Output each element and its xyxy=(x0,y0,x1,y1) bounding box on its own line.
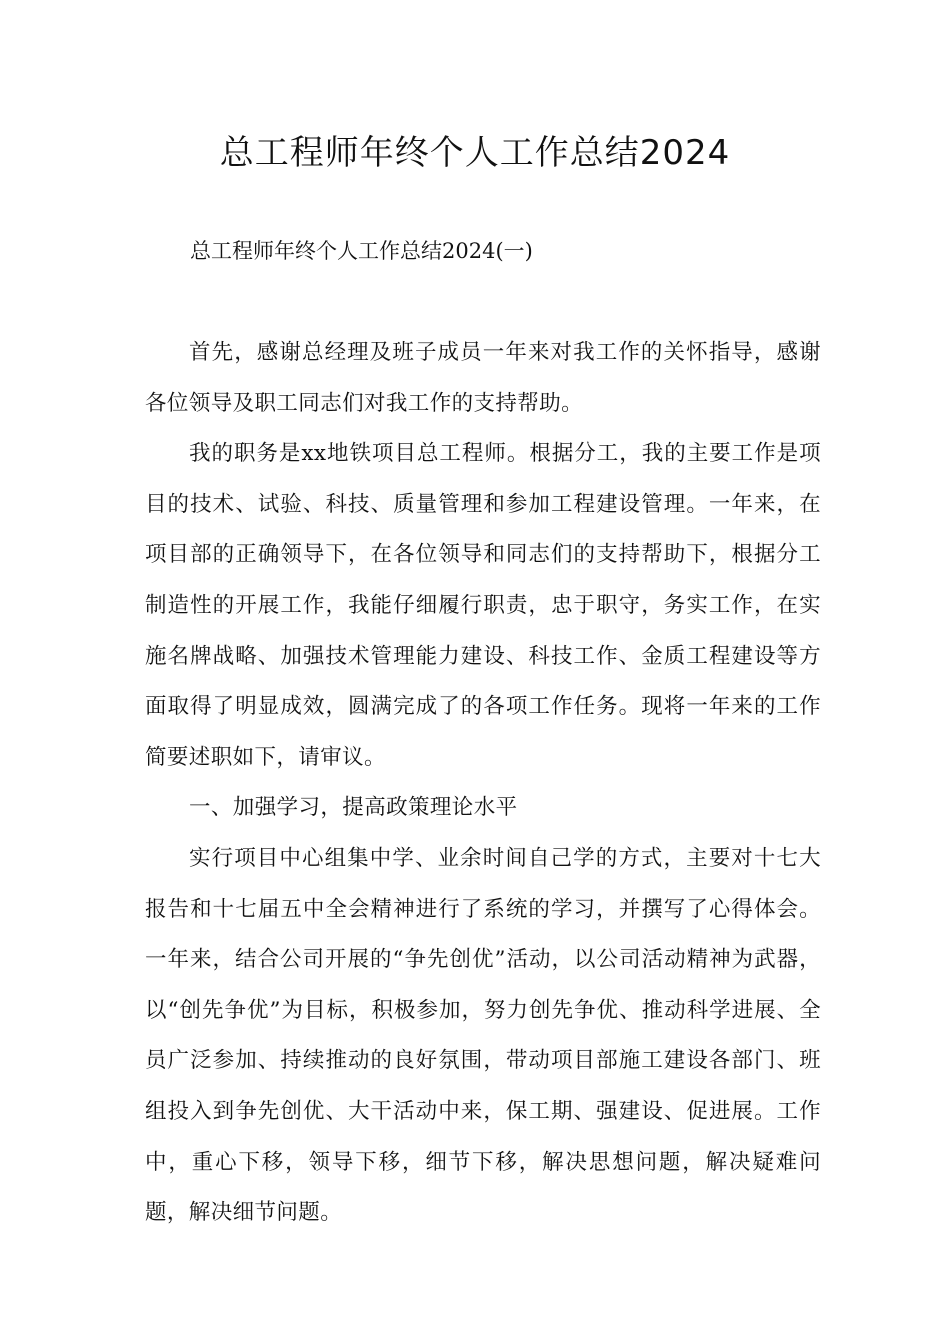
paragraph-thanks: 首先，感谢总经理及班子成员一年来对我工作的关怀指导，感谢各位领导及职工同志们对我工作的支持帮助。 xyxy=(145,340,821,416)
section-heading-1: 一、加强学习，提高政策理论水平 xyxy=(189,795,518,821)
document-body xyxy=(145,328,821,1239)
document-title: 总工程师年终个人工作总结2024 xyxy=(219,133,731,173)
paragraph-duties: 我的职务是xx地铁项目总工程师。根据分工，我的主要工作是项目的技术、试验、科技、质量管理和参加工程建设管理。一年来，在项目部的正确领导下，在各位领导和同志们的支持帮助下，根据分工制造性的开展工作，我能仔细履行职责，忠于职守，务实工作，在实施名牌战略、加强技术管理能力建设、科技工作、金质工程建设等方面取得了明显成效，圆满完成了的各项工作任务。现将一年来的工作简要述职如下，请审议。 xyxy=(145,441,821,770)
document-subtitle: 总工程师年终个人工作总结2024(一) xyxy=(190,239,533,263)
paragraph-study: 实行项目中心组集中学、业余时间自己学的方式，主要对十七大报告和十七届五中全会精神进行了系统的学习，并撰写了心得体会。一年来，结合公司开展的“争先创优”活动，以公司活动精神为武器，以“创先争优”为目标，积极参加，努力创先争优、推动科学进展、全员广泛参加、持续推动的良好氛围，带动项目部施工建设各部门、班组投入到争先创优、大干活动中来，保工期、强建设、促进展。工作中，重心下移，领导下移，细节下移，解决思想问题，解决疑难问题，解决细节问题。 xyxy=(145,845,821,1226)
